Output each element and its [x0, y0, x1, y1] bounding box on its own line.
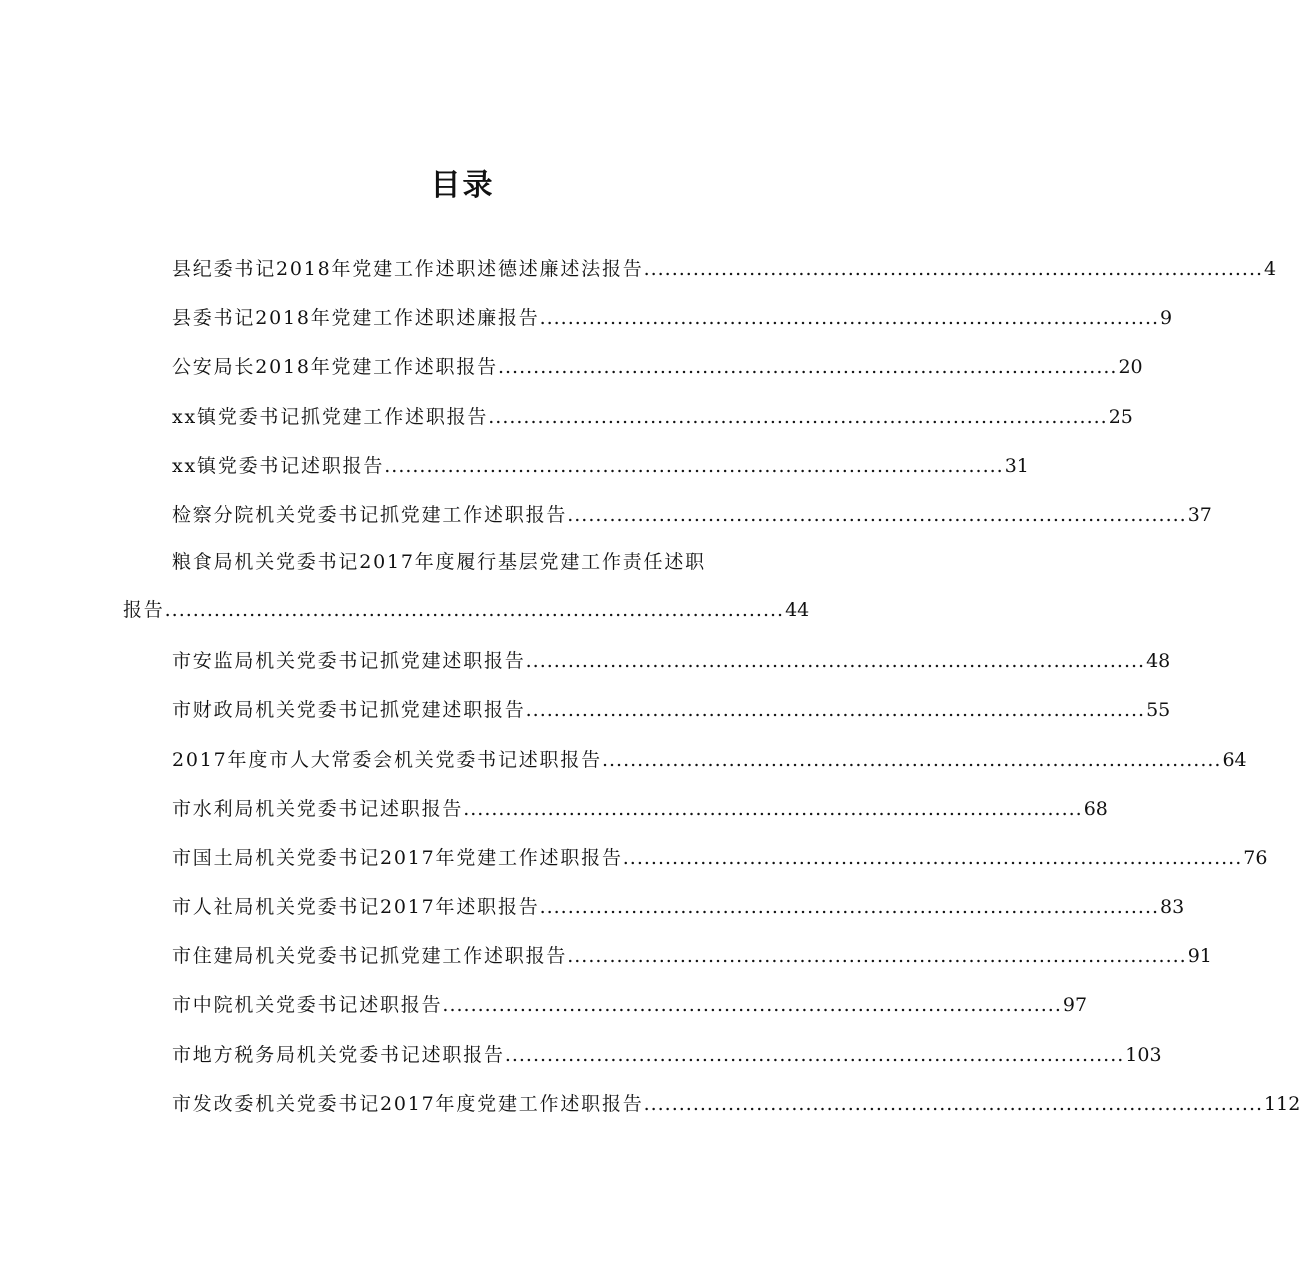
dot-leader: ........................................................................................ — [567, 503, 1187, 526]
toc-entry[interactable] — [0, 839, 1268, 888]
toc-entry-title: 粮食局机关党委书记2017年度履行基层党建工作责任述职 — [172, 551, 706, 574]
toc-entry-page: 91 — [1187, 945, 1212, 968]
toc-entry-page: 83 — [1160, 896, 1185, 919]
toc-entry-title: 市地方税务局机关党委书记述职报告 — [172, 1043, 505, 1066]
toc-entry-page: 9 — [1160, 307, 1173, 330]
dot-leader: ........................................................................................ — [504, 1043, 1125, 1066]
dot-leader: ........................................................................................ — [442, 994, 1062, 1017]
toc-entry-title-continued: 报告 — [123, 599, 165, 622]
dot-leader: ........................................................................................ — [643, 258, 1264, 280]
toc-entry-page: 76 — [1243, 846, 1268, 869]
toc-entry-title: 检察分院机关党委书记抓党建工作述职报告 — [172, 503, 568, 526]
toc-entry-page: 25 — [1108, 405, 1133, 428]
toc-entry-title: 市安监局机关党委书记抓党建述职报告 — [172, 650, 526, 673]
toc-entry[interactable] — [0, 545, 909, 642]
dot-leader: ........................................................................................ — [384, 454, 1004, 477]
toc-entry[interactable] — [0, 250, 1277, 299]
toc-entry-title: 市水利局机关党委书记述职报告 — [172, 797, 464, 820]
toc-entry-page: 64 — [1222, 748, 1247, 771]
toc-entry-page: 48 — [1146, 650, 1171, 673]
toc-entry[interactable] — [0, 642, 1171, 691]
toc-entry-page: 68 — [1083, 797, 1108, 820]
page-title: 目录 — [430, 168, 495, 203]
toc-entry[interactable] — [0, 691, 1171, 740]
toc-entry[interactable] — [0, 937, 1212, 986]
toc-entry-title: 2017年度市人大常委会机关党委书记述职报告 — [172, 748, 602, 771]
toc-entry[interactable] — [0, 1036, 1162, 1085]
toc-entry-title: 县纪委书记2018年党建工作述职述德述廉述法报告 — [172, 258, 644, 280]
dot-leader: ........................................................................................ — [463, 797, 1083, 820]
toc-entry-title: 县委书记2018年党建工作述职述廉报告 — [172, 307, 540, 330]
dot-leader: ........................................................................................ — [539, 896, 1160, 919]
toc-entry-title: xx镇党委书记述职报告 — [172, 454, 385, 477]
dot-leader: ........................................................................................ — [567, 945, 1187, 968]
toc-entry-title: 市国土局机关党委书记2017年党建工作述职报告 — [172, 846, 623, 869]
toc-entry[interactable] — [0, 299, 1173, 348]
toc-entry-page: 97 — [1062, 994, 1088, 1017]
toc-entry-title: 市发改委机关党委书记2017年度党建工作述职报告 — [172, 1092, 644, 1115]
toc-entry-title: 公安局长2018年党建工作述职报告 — [172, 356, 498, 379]
toc-entry-page: 103 — [1125, 1043, 1162, 1066]
toc-entry-page: 31 — [1004, 454, 1029, 477]
toc-entry[interactable] — [0, 741, 1247, 790]
toc-entry-page: 37 — [1187, 503, 1212, 526]
toc-entry-title: xx镇党委书记抓党建工作述职报告 — [172, 405, 489, 428]
dot-leader: ........................................................................................ — [643, 1092, 1264, 1115]
dot-leader: ........................................................................................ — [488, 405, 1108, 428]
toc-entry[interactable] — [0, 1085, 1300, 1134]
toc-entry[interactable] — [0, 888, 1185, 937]
dot-leader: ........................................................................................ — [601, 748, 1222, 771]
dot-leader: ........................................................................................ — [622, 846, 1243, 869]
toc-entry-page: 55 — [1146, 699, 1171, 722]
toc-entry[interactable] — [0, 447, 1029, 496]
dot-leader: ........................................................................................ — [525, 699, 1146, 722]
dot-leader: ........................................................................................ — [164, 599, 785, 622]
toc-entry-title: 市财政局机关党委书记抓党建述职报告 — [172, 699, 526, 722]
dot-leader: ........................................................................................ — [497, 356, 1118, 379]
toc-entry-page: 4 — [1264, 258, 1277, 280]
toc-entry[interactable] — [0, 496, 1212, 545]
toc-list — [0, 250, 1300, 1134]
toc-entry[interactable] — [0, 348, 1143, 397]
toc-entry[interactable] — [0, 398, 1133, 447]
toc-entry-page: 20 — [1118, 356, 1143, 379]
toc-entry-title: 市住建局机关党委书记抓党建工作述职报告 — [172, 945, 568, 968]
toc-entry-page: 44 — [785, 599, 810, 622]
toc-entry-title: 市中院机关党委书记述职报告 — [172, 994, 443, 1017]
toc-entry-title: 市人社局机关党委书记2017年述职报告 — [172, 896, 540, 919]
toc-entry-page: 112 — [1264, 1092, 1300, 1115]
dot-leader: ........................................................................................ — [539, 307, 1160, 330]
toc-entry[interactable] — [0, 986, 1088, 1035]
dot-leader: ........................................................................................ — [525, 650, 1146, 673]
toc-entry[interactable] — [0, 790, 1108, 839]
